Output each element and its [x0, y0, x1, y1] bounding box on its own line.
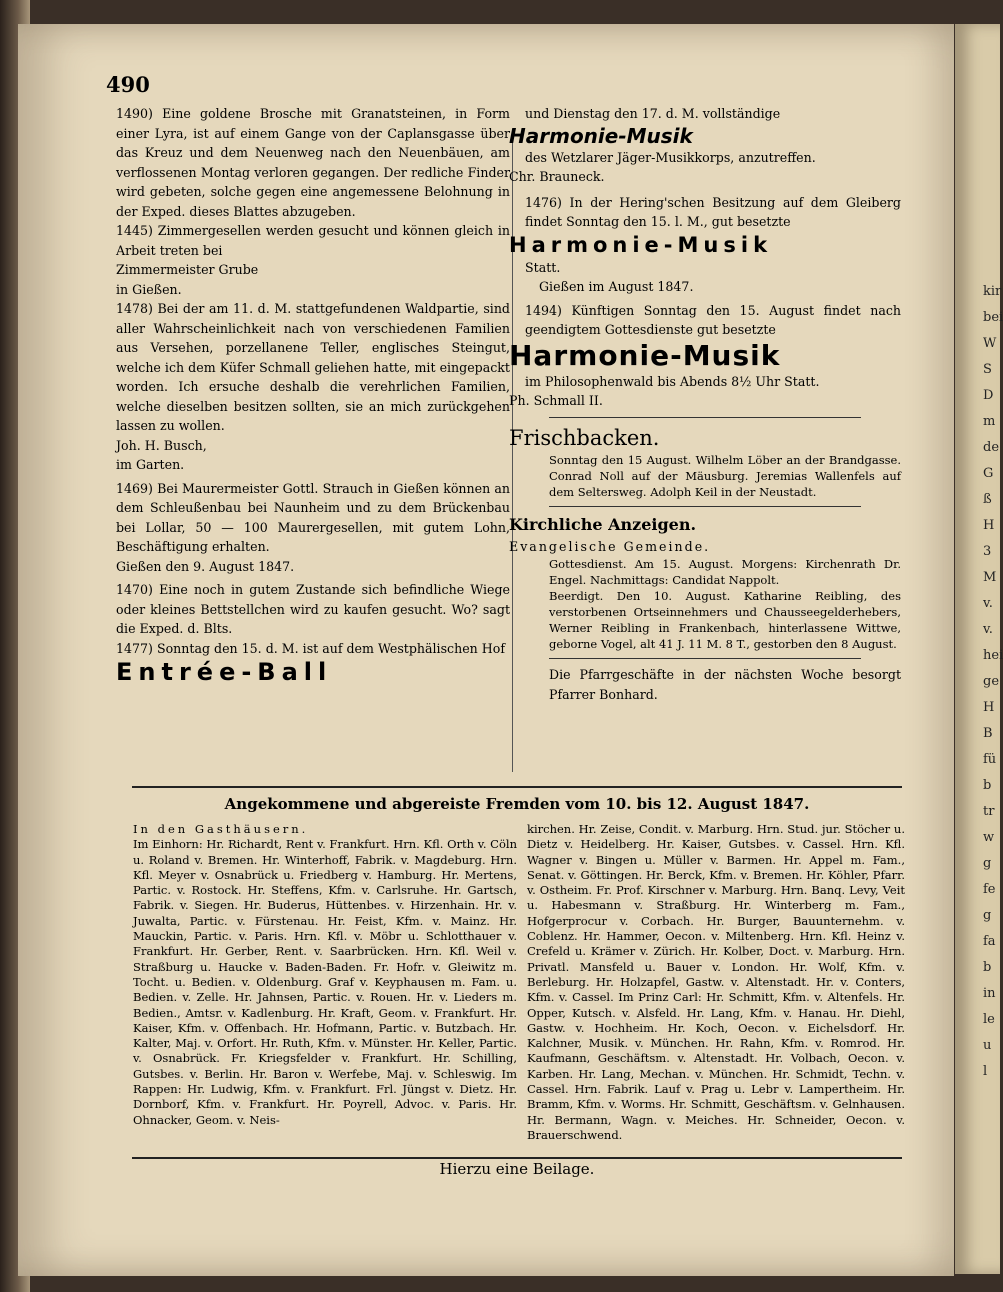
next-page-text-fragment: hei	[983, 648, 1003, 663]
ad-1478: 1478) Bei der am 11. d. M. stattgefundenen Waldpartie, sind aller Wahrscheinlichkeit nach von verschiedenen Familien aus Versehen, porzellanene Teller, englisches Steingut, welche ich dem Küfer Schmall geliehen hatte, mit eingepackt worden. Ich ersuche deshalb die verehrlichen Familien, welche dieselben besitzen sollten, sie an mich zurückgehen lassen zu wollen.	[116, 301, 510, 433]
frischbacken-text: Sonntag den 15 August. Wilhelm Löber an der Brandgasse. Conrad Noll auf der Mäusburg. Jeremias Wallenfels auf dem Seltersweg. Adolph Keil in der Neustadt.	[549, 452, 901, 499]
next-page-text-fragment: v.	[983, 622, 993, 637]
ad-1494: 1494) Künftigen Sonntag den 15. August findet nach geendigtem Gottesdienste gut besetzte	[525, 302, 901, 337]
next-page-text-fragment: de	[983, 440, 1000, 455]
ad-1476-date: Gießen im August 1847.	[539, 279, 694, 294]
next-page-text-fragment: G	[983, 466, 994, 481]
page-number: 490	[106, 72, 150, 97]
fremden-heading: Angekommene und abgereiste Fremden vom 10. bis 12. August 1847.	[224, 795, 810, 813]
ad-1476-end: Statt.	[525, 259, 561, 275]
next-page-text-fragment: g	[983, 908, 992, 923]
left-column	[116, 104, 510, 686]
next-page-text-fragment: l	[983, 1064, 988, 1079]
ad-1470: 1470) Eine noch in gutem Zustande sich befindliche Wiege oder kleines Bettstellchen wird zu kaufen gesucht. Wo? sagt die Exped. d. Blts.	[116, 582, 510, 636]
ad-1478-place: im Garten.	[116, 457, 185, 472]
next-page-text-fragment: M	[983, 570, 997, 585]
harmonie-headline-1: Harmonie-Musik	[509, 123, 693, 148]
divider-line-2	[549, 506, 861, 507]
next-page-text-fragment: fe	[983, 882, 996, 897]
footer-note: Hierzu eine Beilage.	[439, 1160, 595, 1178]
next-page-text-fragment: fa	[983, 934, 996, 949]
right-continuation-2: des Wetzlarer Jäger-Musikkorps, anzutreffen.	[525, 149, 816, 165]
next-page-text-fragment: u	[983, 1038, 992, 1053]
divider-line-3	[549, 658, 861, 659]
next-page-text-fragment: in	[983, 986, 996, 1001]
right-continuation: und Dienstag den 17. d. M. vollständige	[525, 106, 781, 121]
right-continuation-signature: Chr. Brauneck.	[509, 169, 605, 184]
ad-1476: 1476) In der Hering'schen Besitzung auf dem Gleiberg findet Sonntag den 15. l. M., gut besetzte	[525, 194, 901, 229]
ad-1494-signature: Ph. Schmall II.	[509, 393, 603, 408]
next-page-fragment	[955, 24, 1003, 1274]
ad-1469: 1469) Bei Maurermeister Gottl. Strauch in Gießen können an dem Schleußenbau bei Naunheim und zu dem Brückenbau bei Lollar, 50 — 100 Maurergesellen, mit gutem Lohn, Beschäftigung erhalten.	[116, 480, 510, 554]
footer-rule	[132, 1157, 902, 1159]
fremden-top-rule	[132, 786, 902, 788]
harmonie-headline-3: Harmonie-Musik	[509, 338, 781, 372]
next-page-text-fragment: b	[983, 778, 992, 793]
ad-1490: 1490) Eine goldene Brosche mit Granatsteinen, in Form einer Lyra, ist auf einem Gange von der Caplansgasse über das Kreuz und dem Neuenweg nach den Neuenbäuen, am verflossenen Montag verloren gegangen. Der redliche Finder wird gebeten, solche gegen eine angemessene Belohnung in der Exped. dieses Blattes abzugeben.	[116, 106, 510, 219]
ad-1469-date: Gießen den 9. August 1847.	[116, 558, 295, 574]
next-page-text-fragment: fü	[983, 752, 997, 767]
next-page-text-fragment: v.	[983, 596, 993, 611]
next-page-text-fragment: b	[983, 960, 992, 975]
ad-1494-end: im Philosophenwald bis Abends 8½ Uhr Statt.	[525, 373, 820, 389]
next-page-text-fragment: tr	[983, 804, 995, 819]
next-page-text-fragment: ß	[983, 492, 992, 507]
next-page-text-fragment: kir	[983, 284, 1002, 299]
ad-1445-place: in Gießen.	[116, 281, 182, 297]
next-page-text-fragment: W	[983, 336, 997, 351]
ad-1477: 1477) Sonntag den 15. d. M. ist auf dem Westphälischen Hof	[116, 640, 506, 656]
next-page-text-fragment: D	[983, 388, 994, 403]
kirchliche-title: Kirchliche Anzeigen.	[509, 514, 697, 534]
kirchliche-pfarr: Die Pfarrgeschäfte in der nächsten Woche besorgt Pfarrer Bonhard.	[549, 667, 901, 702]
next-page-text-fragment: ge	[983, 674, 1000, 689]
next-page-text-fragment: S	[983, 362, 992, 377]
next-page-text-fragment: m	[983, 414, 996, 429]
ad-1445-signature: Zimmermeister Grube	[116, 262, 259, 277]
fremden-subheading: In den Gasthäusern.	[133, 822, 309, 836]
next-page-text-fragment: g	[983, 856, 992, 871]
fremden-right	[527, 822, 905, 1143]
ad-1478-signature: Joh. H. Busch,	[116, 437, 207, 453]
harmonie-headline-2: Harmonie-Musik	[509, 232, 773, 257]
fremden-left	[133, 822, 517, 1128]
divider-line	[549, 417, 861, 418]
frischbacken-title: Frischbacken.	[509, 425, 660, 450]
next-page-text-fragment: H	[983, 700, 995, 715]
kirchliche-beerdigt: Beerdigt. Den 10. August. Katharine Reibling, des verstorbenen Ortseinnehmers und Chausseegelderhebers, Werner Reibling in Frankenbach, hinterlassene Wittwe, geborne Vogel, alt 41 J. 11 M. 8 T., gestorben den 8 August.	[549, 589, 901, 651]
next-page-text-fragment: H	[983, 518, 995, 533]
next-page-text-fragment: 3	[983, 544, 992, 559]
next-page-text-fragment: le	[983, 1012, 995, 1027]
ad-1445: 1445) Zimmergesellen werden gesucht und können gleich in Arbeit treten bei	[116, 223, 510, 258]
right-column	[509, 104, 901, 704]
kirchliche-subtitle: Evangelische Gemeinde.	[509, 538, 711, 554]
next-page-text-fragment: bei	[983, 310, 1003, 325]
fremden-right-text: kirchen. Hr. Zeise, Condit. v. Marburg. Hrn. Stud. jur. Stöcher u. Dietz v. Heidelberg. Hr. Kaiser, Gutsbes. v. Cassel. Hrn. Kfl. Wagner v. Bingen u. Müller v. Barmen. Hr. Appel m. Fam., Senat. v. Göttingen. Hr. Berck, Kfm. v. Bremen. Hr. Köhler, Pfarr. v. Ostheim. Fr. Prof. Kirschner v. Marburg. Hrn. Banq. Levy, Veit u. Habesmann v. Straßburg. Hr. Winterberg m. Fam., Hofgerprocur v. Corbach. Hr. Burger, Bauunternehm. v. Coblenz. Hr. Hammer, Oecon. v. Miltenberg. Hrn. Kfl. Heinz v. Crefeld u. Krämer v. Zürich. Hr. Kolber, Doct. v. Marburg. Hrn. Privatl. Mansfeld u. Bauer v. London. Hr. Wolf, Kfm. v. Berleburg. Hr. Holzapfel, Gastw. v. Altenstadt. Hr. v. Conters, Kfm. v. Cassel. Im Prinz Carl: Hr. Schmitt, Kfm. v. Altenfels. Hr. Opper, Kutsch. v. Alsfeld. Hr. Lang, Kfm. v. Hanau. Hr. Diehl, Gastw. v. Hochheim. Hr. Koch, Oecon. v. Eichelsdorf. Hr. Kalchner, Musik. v. München. Hr. Rahn, Kfm. v. Romrod. Hr. Kaufmann, Geschäftsm. v. Altenstadt. Hr. Volbach, Oecon. v. Karben. Hr. Lang, Mechan. v. München. Hr. Schmidt, Techn. v. Cassel. Hrn. Fabrik. Lauf v. Prag u. Lebr v. Lampertheim. Hr. Bramm, Kfm. v. Worms. Hr. Schmitt, Geschäftsm. v. Gelnhausen. Hr. Bermann, Wagn. v. Meiches. Hr. Schneider, Oecon. v. Brauerschwend.	[527, 822, 905, 1142]
next-page-text-fragment: w	[983, 830, 995, 845]
kirchliche-gottesdienst: Gottesdienst. Am 15. August. Morgens: Kirchenrath Dr. Engel. Nachmittags: Candidat Nappolt.	[549, 557, 901, 587]
fremden-left-text: Im Einhorn: Hr. Richardt, Rent v. Frankfurt. Hrn. Kfl. Orth v. Cöln u. Roland v. Bremen. Hr. Winterhoff, Fabrik. v. Magdeburg. Hrn. Kfl. Meyer v. Osnabrück u. Friedberg v. Hamburg. Hr. Mertens, Partic. v. Rostock. Hr. Steffens, Kfm. v. Carlsruhe. Hr. Gartsch, Fabrik. v. Siegen. Hr. Buderus, Hüttenbes. v. Hirzenhain. Hr. v. Juwalta, Partic. v. Fürstenau. Hr. Feist, Kfm. v. Mainz. Hr. Mauckin, Partic. v. Paris. Hrn. Kfl. v. Möbr u. Schlotthauer v. Frankfurt. Hr. Gerber, Rent. v. Saarbrücken. Hrn. Kfl. Weil v. Straßburg u. Haucke v. Baden-Baden. Fr. Hofr. v. Gleiwitz m. Tocht. u. Bedien. v. Oldenburg. Graf v. Keyphausen m. Fam. u. Bedien. v. Zelle. Hr. Jahnsen, Partic. v. Rouen. Hr. v. Lieders m. Bedien., Amtsr. v. Kadlenburg. Hr. Kraft, Geom. v. Frankfurt. Hr. Kaiser, Kfm. v. Offenbach. Hr. Hofmann, Partic. v. Butzbach. Hr. Kalter, Maj. v. Orfort. Hr. Ruth, Kfm. v. Münster. Hr. Keller, Partic. v. Osnabrück. Fr. Kriegsfelder v. Frankfurt. Hr. Schilling, Gutsbes. v. Berlin. Hr. Baron v. Werfebe, Maj. v. Schleswig. Im Rappen: Hr. Ludwig, Kfm. v. Frankfurt. Frl. Jüngst v. Dietz. Hr. Dornborf, Kfm. v. Frankfurt. Hr. Poyrell, Advoc. v. Paris. Hr. Ohnacker, Geom. v. Neis-	[133, 837, 517, 1127]
next-page-text-fragment: B	[983, 726, 993, 741]
ad-1477-headline: Entrée-Ball	[116, 658, 333, 686]
